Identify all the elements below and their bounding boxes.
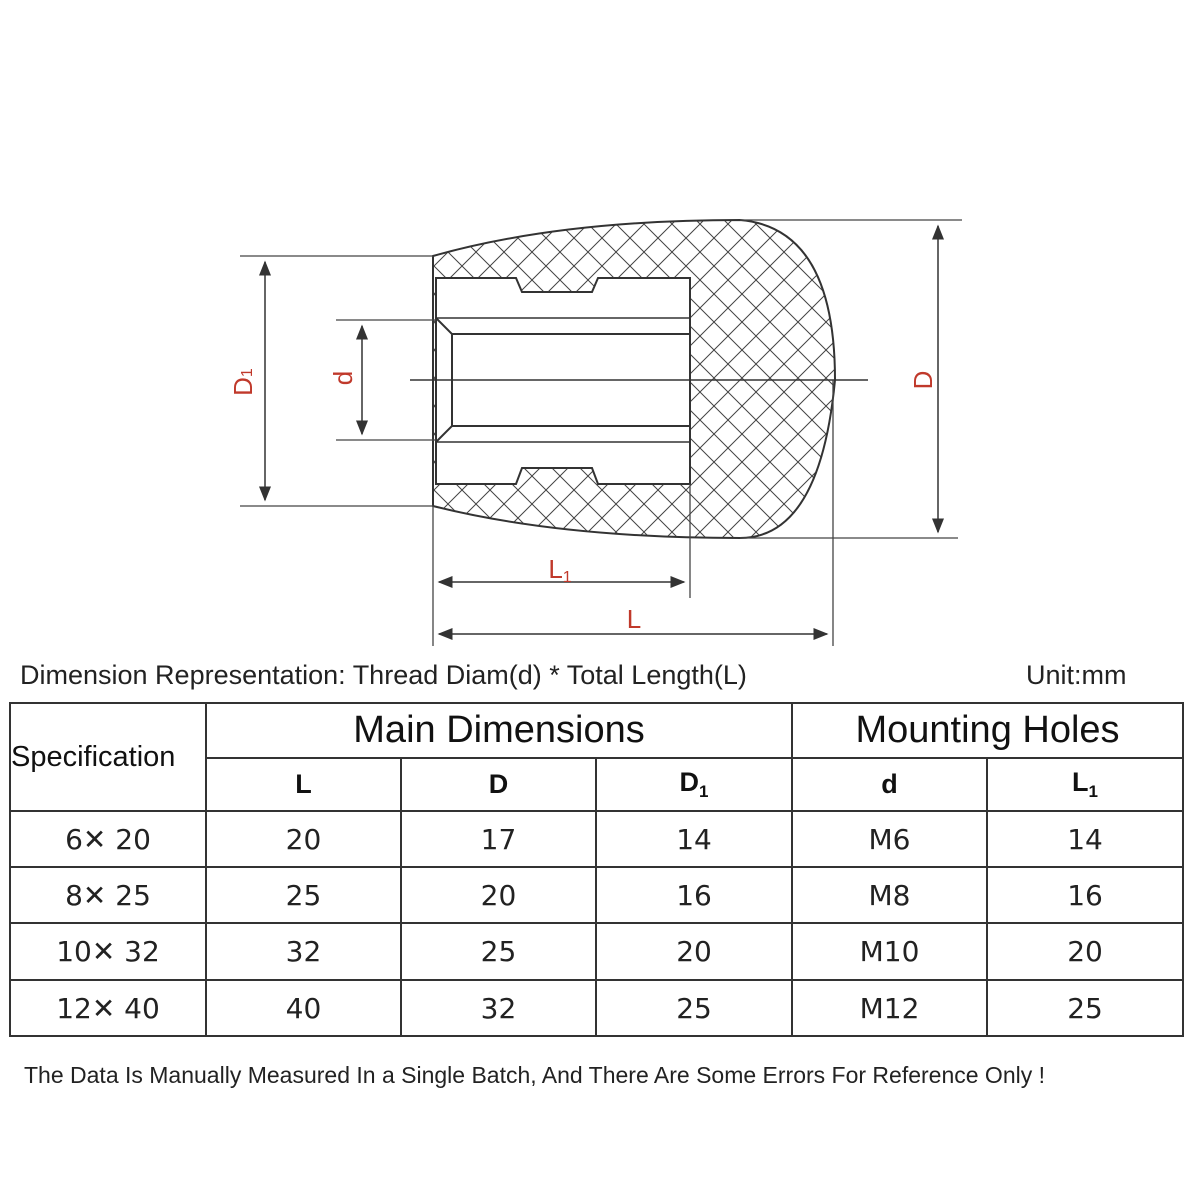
col-header-D1: $D_1$: [596, 758, 792, 811]
cell-spec: 6✕ 20: [10, 811, 206, 867]
cell-spec: 10✕ 32: [10, 923, 206, 980]
cell-spec: 8✕ 25: [10, 867, 206, 923]
cell-d: M12: [792, 980, 987, 1036]
dimension-representation-text: Dimension Representation: Thread Diam(d) * Total Length(L): [20, 660, 747, 690]
table-row: [10, 980, 1183, 1036]
cell-L: 32: [206, 923, 401, 980]
unit-text: Unit:mm: [1026, 660, 1127, 690]
cell-L1: 20: [987, 923, 1183, 980]
cell-d: M10: [792, 923, 987, 980]
table-row: [10, 811, 1183, 867]
label-D: D: [908, 370, 938, 390]
label-L1: L1: [548, 554, 572, 586]
cell-L1: 25: [987, 980, 1183, 1036]
col-header-D: D: [401, 758, 596, 811]
cell-D1: 20: [596, 923, 792, 980]
specification-header: Specification: [10, 703, 206, 811]
cell-D1: 25: [596, 980, 792, 1036]
cell-D: 17: [401, 811, 596, 867]
cell-D: 20: [401, 867, 596, 923]
cell-D1: 16: [596, 867, 792, 923]
col-header-L: L: [206, 758, 401, 811]
label-d: d: [328, 370, 358, 386]
label-L: L: [626, 604, 642, 634]
cell-d: M8: [792, 867, 987, 923]
cell-L: 40: [206, 980, 401, 1036]
col-header-d: d: [792, 758, 987, 811]
table-group-header-row: [10, 703, 1183, 758]
label-D1: D1: [228, 368, 258, 396]
mounting-holes-header: Mounting Holes: [792, 703, 1183, 758]
cell-D1: 14: [596, 811, 792, 867]
table-row: [10, 923, 1183, 980]
cell-L: 20: [206, 811, 401, 867]
cell-spec: 12✕ 40: [10, 980, 206, 1036]
main-dimensions-header: Main Dimensions: [206, 703, 792, 758]
col-header-L1: $L_1$: [987, 758, 1183, 811]
cell-L: 25: [206, 867, 401, 923]
cell-d: M6: [792, 811, 987, 867]
cell-D: 25: [401, 923, 596, 980]
disclaimer-note: The Data Is Manually Measured In a Single Batch, And There Are Some Errors For Reference Only !: [24, 1062, 1046, 1088]
cell-D: 32: [401, 980, 596, 1036]
table-row: [10, 867, 1183, 923]
cell-L1: 16: [987, 867, 1183, 923]
specification-table: [9, 702, 1184, 1037]
cell-L1: 14: [987, 811, 1183, 867]
